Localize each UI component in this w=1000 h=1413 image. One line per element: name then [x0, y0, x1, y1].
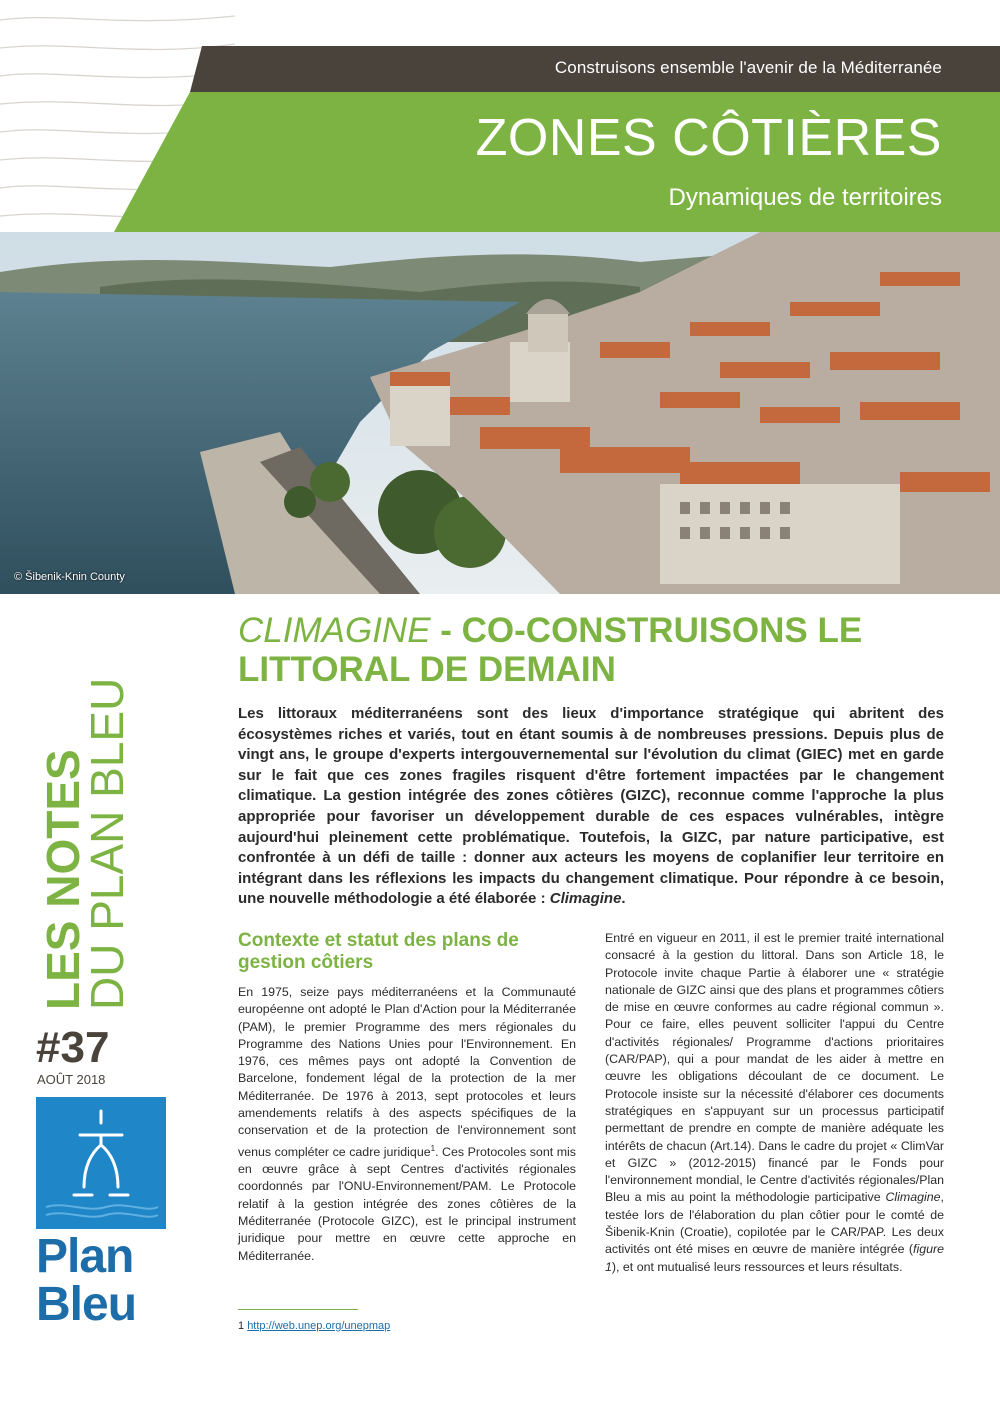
intro-main: Les littoraux méditerranéens sont des lieux d'importance stratégique qui abritent des écosystèmes riches et variés, tout en étant soumis à de nombreuses pressions. Depuis plus de vingt ans, le groupe d'experts intergouvernemental sur l'évolution du climat (GIEC) met en garde sur le fait que ces zones fragiles risquent d'être fortement impactées par le changement climatique. La gestion intégrée des zones côtières (GIZC), reconnue comme l'approche la plus appropriée pour favoriser un développement durable de ces espaces vulnérables, intègre aujourd'hui pleinement cette problématique. Toutefois, la GIZC, par nature participative, est confrontée à un défi de taille : donner aux acteurs les moyens de coplanifier leur territoire en intégrant dans les réflexions les impacts du changement climatique. Pour répondre à ce besoin, une nouvelle méthodologie a été élaborée :: [238, 705, 944, 908]
article-title-italic: CLIMAGINE: [238, 611, 431, 650]
col2-text-b: , testée lors de l'élaboration du plan côtier pour le comté de Šibenik-Knin (Croatie), copilotée par le CAR/PAP. Les deux activités ont été mises en œuvre de manière intégrée (: [605, 1190, 944, 1257]
intro-paragraph: [238, 704, 944, 910]
series-title: [37, 749, 89, 1010]
plan-bleu-logo-mark: [36, 1097, 166, 1229]
logo-text-bleu: Bleu: [36, 1278, 137, 1331]
intro-end: .: [621, 890, 626, 908]
page-subtitle: Dynamiques de territoires: [668, 184, 942, 211]
issue-date: AOÛT 2018: [37, 1072, 106, 1087]
column-left-text: [238, 984, 576, 1265]
footnote-divider: [238, 1309, 358, 1310]
col2-em-2: figure 1: [605, 1242, 944, 1274]
anchor-figure-icon: [36, 1097, 166, 1229]
col2-text-a: Entré en vigueur en 2011, il est le premier traité international consacré à la gestion du littoral. Dans son Article 18, le Protocole invite chaque Partie à élaborer une « stratégie nationale de GIZC ainsi que des plans et programmes côtiers de mise en œuvre conformes au cadre régional commun ». Pour ce faire, elles peuvent solliciter l'appui du Centre d'activités régionales/ Programme d'actions prioritaires (CAR/PAP), qui a pour mandat de les aider à mettre en œuvre les obligations découlant de ce document. Le Protocole insiste sur la nécessité d'élaborer ces documents stratégiques en s'appuyant sur un processus participatif permettant de prendre en compte de manière adéquate les intérêts de chacun (Art.14). Dans le cadre du projet « ClimVar et GIZC » (2012-2015) financé par le Fonds pour l'environnement mondial, le Centre d'activités régionales/Plan Bleu a mis au point la méthodologie participative: [605, 931, 944, 1205]
series-title-light: DU PLAN BLEU: [81, 677, 133, 1010]
section-heading: Contexte et statut des plans de gestion côtiers: [238, 930, 519, 973]
col1-text-a: En 1975, seize pays méditerranéens et la Communauté européenne ont adopté le Plan d'Action pour la Méditerranée (PAM), le premier Programme des mers régionales du Programme des Nations Unies pour l'Environnement. En 1976, ces mêmes pays ont adopté la Convention de Barcelone, fondement légal de la protection de la mer Méditerranée. De 1976 à 2013, sept protocoles et leurs amendements relatifs à des aspects spécifiques de la conservation et de la protection de l'environnement sont venus compléter ce cadre juridique: [238, 985, 576, 1159]
column-right-text: [605, 930, 944, 1276]
photo-credit: © Šibenik-Knin County: [14, 571, 125, 583]
coastal-town-photo: [0, 232, 1000, 594]
column-left: [238, 930, 576, 1265]
footnote-ref: 1: [430, 1143, 436, 1153]
series-title-light-wrap: [81, 677, 133, 1010]
article-title: [238, 612, 958, 689]
col2-em-1: Climagine: [885, 1190, 941, 1205]
column-right: [605, 930, 944, 1276]
issue-number: #37: [36, 1023, 110, 1072]
logo-text-plan: Plan: [36, 1230, 134, 1283]
slogan: Construisons ensemble l'avenir de la Méditerranée: [554, 58, 942, 77]
series-title-bold: LES NOTES: [37, 749, 89, 1010]
footnote-link[interactable]: http://web.unep.org/unepmap: [247, 1320, 391, 1332]
page-title: ZONES CÔTIÈRES: [475, 109, 942, 167]
footnote-number: 1: [238, 1320, 245, 1332]
col1-text-b: . Ces Protocoles sont mis en œuvre grâce à sept Centres d'activités régionales coordonnés par l'ONU-Environnement/PAM. Le Protocole relatif à la gestion intégrée des zones côtières de la Méditerranée (Protocole GIZC), est le principal instrument juridique pour mettre en œuvre cette approche en Méditerranée.: [238, 1144, 576, 1263]
article-title-rest: - CO-CONSTRUISONS LE LITTORAL DE DEMAIN: [238, 611, 863, 689]
footnote: [238, 1320, 390, 1332]
col2-text-c: ), et ont mutualisé leurs ressources et leurs résultats.: [611, 1259, 903, 1274]
intro-em: Climagine: [549, 890, 622, 908]
